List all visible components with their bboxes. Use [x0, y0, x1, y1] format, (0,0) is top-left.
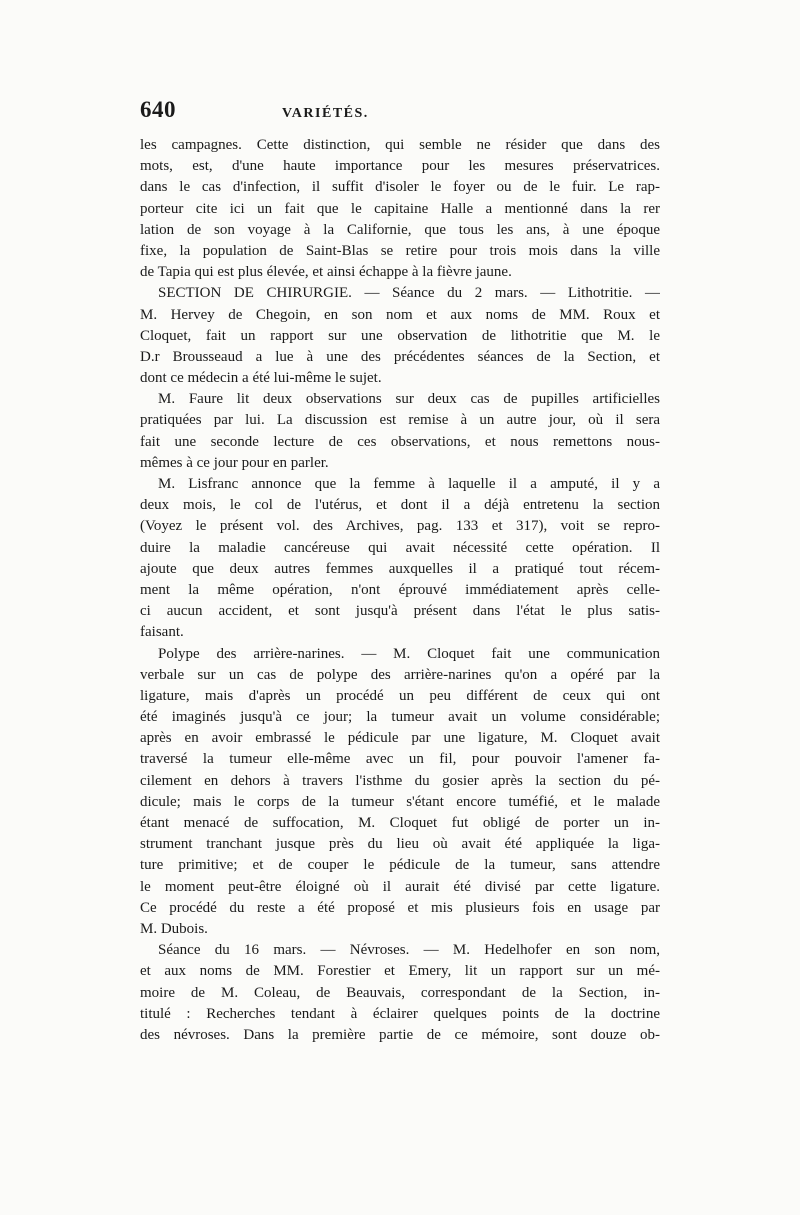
text-line: après en avoir embrassé le pédicule par une ligature, M. Cloquet avait — [140, 730, 660, 747]
page-header — [140, 97, 660, 135]
subheading-line: Séance du 16 mars. — Névroses. — M. Hedelhofer en son nom, — [158, 942, 660, 959]
text-line: faisant. — [140, 624, 184, 641]
text-line: porteur cite ici un fait que le capitaine Halle a mentionné dans la rer — [140, 200, 660, 217]
text-line: M. Hervey de Chegoin, en son nom et aux noms de MM. Roux et — [140, 306, 660, 323]
text-line: de Tapia qui est plus élevée, et ainsi échappe à la fièvre jaune. — [140, 264, 512, 281]
text-line: titulé : Recherches tendant à éclairer quelques points de la doctrine — [140, 1005, 660, 1022]
text-line: ture primitive; et de couper le pédicule de la tumeur, sans attendre — [140, 857, 660, 874]
text-line: Cloquet, fait un rapport sur une observation de lithotritie que M. le — [140, 327, 660, 344]
text-line: été imaginés jusqu'à ce jour; la tumeur avait un volume considérable; — [140, 709, 660, 726]
text-line: (Voyez le présent vol. des Archives, pag. 133 et 317), voit se repro- — [140, 518, 660, 535]
text-line: dicule; mais le corps de la tumeur s'étant encore tuméfié, et le malade — [140, 793, 660, 810]
text-line: ci aucun accident, et sont jusqu'à présent dans l'état le plus satis- — [140, 603, 660, 620]
text-line: étant menacé de suffocation, M. Cloquet fut obligé de porter un in- — [140, 815, 660, 831]
text-line: dans le cas d'infection, il suffit d'isoler le foyer ou de le fuir. Le rap- — [140, 179, 660, 196]
text-line: mots, est, d'une haute importance pour les mesures préservatrices. — [140, 158, 660, 175]
text-line: M. Faure lit deux observations sur deux cas de pupilles artificielles — [158, 391, 660, 408]
text-line: mêmes à ce jour pour en parler. — [140, 454, 329, 471]
text-line: pratiquées par lui. La discussion est remise à un autre jour, où il sera — [140, 412, 660, 429]
text-line: et aux noms de MM. Forestier et Emery, lit un rapport sur un mé- — [140, 963, 660, 980]
page-number: 640 — [140, 97, 176, 122]
text-line: ajoute que deux autres femmes auxquelles il a pratiqué tout récem- — [140, 560, 660, 577]
text-line: M. Dubois. — [140, 920, 208, 937]
text-line: dont ce médecin a été lui-même le sujet. — [140, 370, 382, 387]
text-line: Ce procédé du reste a été proposé et mis plusieurs fois en usage par — [140, 899, 660, 916]
running-title: VARIÉTÉS. — [282, 106, 369, 121]
page-text-block — [140, 97, 660, 1046]
text-line: deux mois, le col de l'utérus, et dont il a déjà entretenu la section — [140, 497, 660, 514]
text-line: des névroses. Dans la première partie de ce mémoire, sont douze ob- — [140, 1026, 660, 1043]
text-line: verbale sur un cas de polype des arrière-narines qu'on a opéré par la — [140, 666, 660, 683]
text-line: ment la même opération, n'ont éprouvé immédiatement après celle- — [140, 581, 660, 598]
text-line: lation de son voyage à la Californie, que tous les ans, à une époque — [140, 221, 660, 238]
text-line: D.r Brousseaud a lue à une des précédentes séances de la Section, et — [140, 348, 660, 365]
text-line: le moment peut-être éloigné où il aurait été divisé par cette ligature. — [140, 878, 660, 895]
text-line: fait une seconde lecture de ces observations, et nous remettons nous- — [140, 433, 660, 450]
text-line: fixe, la population de Saint-Blas se retire pour trois mois dans la ville — [140, 242, 660, 259]
text-line: strument tranchant jusque près du lieu où avait été appliquée la liga- — [140, 836, 660, 853]
text-line: cilement en dehors à travers l'isthme du gosier après la section du pé- — [140, 772, 660, 789]
text-line: moire de M. Coleau, de Beauvais, correspondant de la Section, in- — [140, 984, 660, 1001]
subheading-line: Polype des arrière-narines. — M. Cloquet fait une communication — [158, 645, 660, 662]
text-line: M. Lisfranc annonce que la femme à laquelle il a amputé, il y a — [158, 476, 660, 492]
text-line: ligature, mais d'après un procédé un peu différent de ceux qui ont — [140, 687, 660, 704]
text-line: traversé la tumeur elle-même avec un fil, pour pouvoir l'amener fa- — [140, 751, 660, 768]
text-line: les campagnes. Cette distinction, qui semble ne résider que dans des — [140, 137, 660, 153]
text-line: duire la maladie cancéreuse qui avait nécessité cette opération. Il — [140, 539, 660, 556]
section-heading-line: SECTION DE CHIRURGIE. — Séance du 2 mars. — Lithotritie. — — [158, 285, 660, 302]
